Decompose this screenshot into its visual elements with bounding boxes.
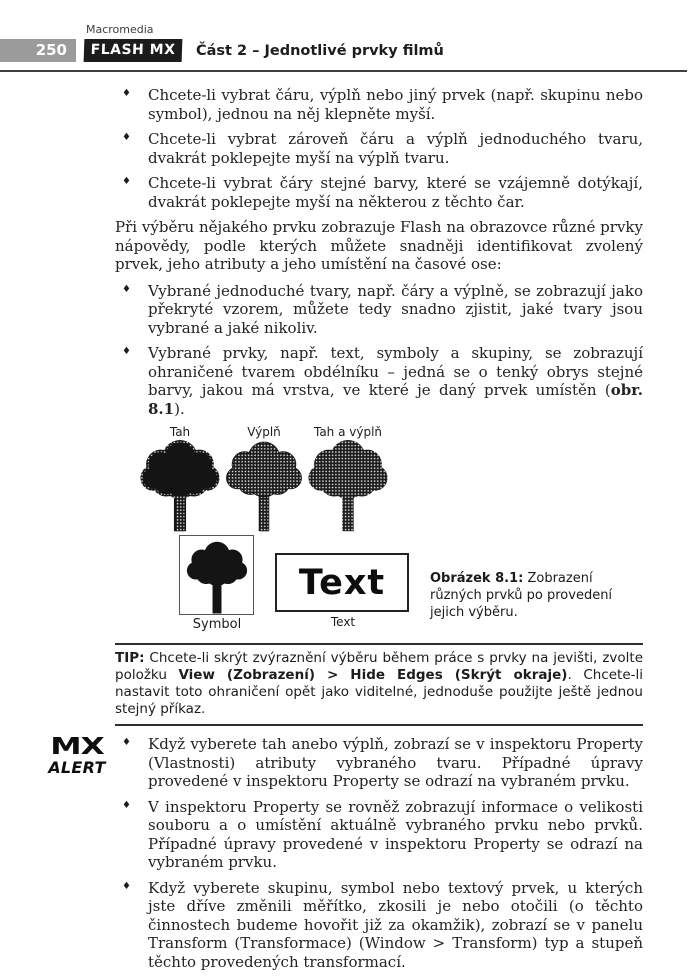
header-rule: [0, 70, 687, 72]
diamond-bullet-icon: ♦: [122, 346, 131, 357]
list-item: [115, 735, 643, 791]
list-item: [115, 282, 643, 338]
text-sample: Text: [298, 562, 386, 603]
tree-fill-label: Výplň: [247, 425, 281, 439]
tip-label: TIP:: [115, 650, 145, 666]
bullet-text: Vybrané jednoduché tvary, např. čáry a výplně, se zobrazují jako překryté vzorem, můžete tedy snadno zjistit, jaké tvary jsou vybrané a jaké nikoliv.: [148, 281, 643, 337]
diamond-bullet-icon: ♦: [122, 737, 131, 748]
figure-reference: obr. 8.1: [148, 381, 643, 418]
tip-box: [115, 643, 643, 726]
diamond-bullet-icon: ♦: [122, 176, 131, 187]
tree-both-column: [305, 425, 391, 536]
figure-caption-number: Obrázek 8.1:: [430, 571, 524, 586]
list-item: [115, 879, 643, 972]
tree-stroke-column: [137, 425, 223, 536]
tip-text-before: Chcete-li skrýt zvýraznění výběru během práce s prvky na jevišti, zvolte položku: [115, 650, 643, 683]
diamond-bullet-icon: ♦: [122, 283, 131, 295]
list-item: [115, 86, 643, 123]
diamond-bullet-icon: ♦: [122, 132, 131, 143]
page-body: [48, 86, 643, 978]
bullet-text: [148, 344, 643, 418]
tree-stroke-selected-illustration: [138, 440, 222, 532]
page-number-badge: 250: [0, 39, 76, 62]
bullet-text: Když vyberete skupinu, symbol nebo textový prvek, u kterých jste dříve změnili měřítko, zkosili je nebo otočili (o těchto činnostech budeme hovořit již za okamžik), zobrazí se v panelu Transform (Transformace) (Window > Transform) typ a stupeň těchto provedených transformací.: [148, 878, 643, 971]
bullet-text-post: ).: [174, 399, 185, 418]
mx-logo-text: MX: [50, 732, 104, 761]
intro-paragraph: Při výběru nějakého prvku zobrazuje Flash na obrazovce různé prvky nápovědy, podle kterých můžete snadněji identifikovat zvolený prvek, jeho atributy a jeho umístění na časové ose:: [115, 218, 643, 273]
mx-alert-logo: [41, 732, 113, 777]
tree-fill-selected-illustration: [222, 440, 306, 532]
figure-caption-text: Zobrazení různých prvků po provedení jejich výběru.: [430, 571, 613, 620]
list-item: [115, 798, 643, 872]
symbol-tree-illustration: [185, 540, 249, 614]
list-item: [115, 174, 643, 211]
selection-bullet-list: [115, 86, 643, 211]
list-item: [115, 344, 643, 418]
alert-bullet-list: [115, 735, 643, 971]
symbol-bounding-box: [179, 535, 254, 615]
bullet-text-pre: Vybrané prvky, např. text, symboly a skupiny, se zobrazují ohraničené tvarem obdélníku – jedná se o tenký obrys stejné barvy, jakou má vrstva, ve které je daný prvek umístěn (: [148, 344, 643, 399]
tip-text-after: . Chcete-li nastavit toto ohraničení opět jako viditelné, jednoduše použijte ještě jednou stejný příkaz.: [115, 667, 643, 717]
flash-mx-logo: FLASH MX: [84, 39, 183, 62]
bullet-text: Chcete-li vybrat čáru, výplň nebo jiný prvek (např. skupinu nebo symbol), jednou na něj klepněte myší.: [148, 86, 643, 123]
macromedia-brand-label: Macromedia: [86, 23, 154, 36]
bullet-text: V inspektoru Property se rovněž zobrazují informace o velikosti souboru a o umístění aktuálně vybraného prvku nebo prvků. Případné úpravy provedené v inspektoru Property se odrazí na vybraném prvku.: [148, 797, 643, 871]
list-item: [115, 130, 643, 167]
highlight-bullet-list: [115, 282, 643, 419]
text-label: Text: [330, 615, 356, 629]
symbol-label: Symbol: [192, 617, 242, 632]
figure-caption: [430, 570, 638, 621]
mx-alert-section: [48, 732, 643, 971]
bullet-text: Chcete-li vybrat zároveň čáru a výplň jednoduchého tvaru, dvakrát poklepejte myší na výplň tvaru.: [148, 130, 643, 167]
tree-both-label: Tah a výplň: [313, 425, 383, 439]
figure-8-1: [115, 425, 643, 637]
tip-menu-path: View (Zobrazení) > Hide Edges (Skrýt okraje): [178, 667, 568, 683]
bullet-text: Chcete-li vybrat čáry stejné barvy, které se vzájemně dotýkají, dvakrát poklepejte myší na některou z těchto čar.: [148, 174, 643, 211]
diamond-bullet-icon: ♦: [122, 799, 131, 811]
diamond-bullet-icon: ♦: [122, 88, 131, 99]
chapter-title: Část 2 – Jednotlivé prvky filmů: [196, 43, 444, 59]
tree-stroke-label: Tah: [169, 425, 191, 439]
text-bounding-box: [275, 553, 409, 612]
tree-stroke-and-fill-selected-illustration: [306, 440, 390, 532]
alert-logo-text: ALERT: [48, 758, 106, 777]
tree-fill-column: [221, 425, 307, 536]
bullet-text: Když vyberete tah anebo výplň, zobrazí se v inspektoru Property (Vlastnosti) atributy vybraného tvaru. Případné úpravy provedené v inspektoru Property se odrazí na vybraném prvku.: [148, 735, 643, 790]
diamond-bullet-icon: ♦: [122, 880, 131, 892]
